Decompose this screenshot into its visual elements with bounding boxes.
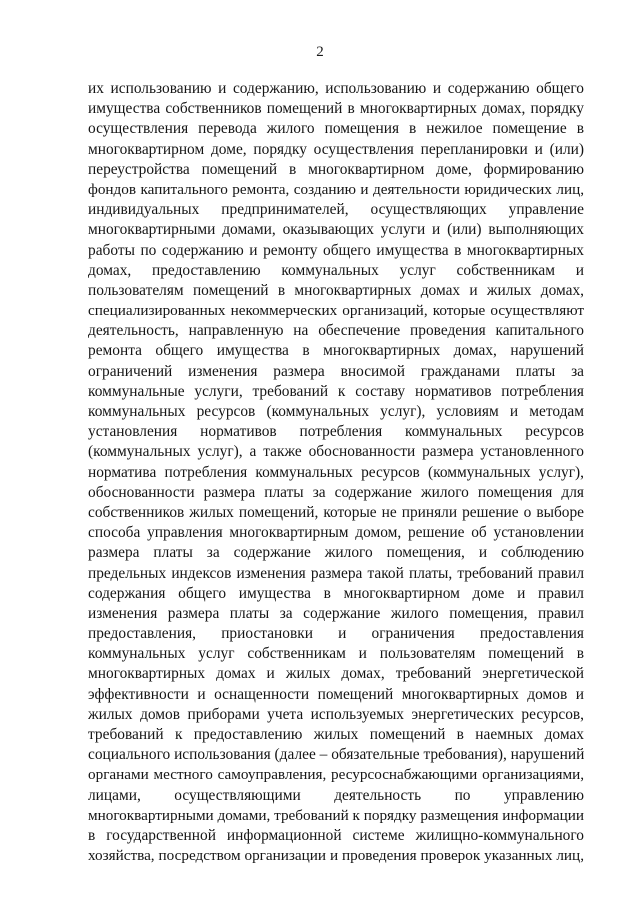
text-line: обоснованности размера платы за содержание жилого помещения для	[88, 483, 584, 501]
text-line: пользователям помещений в многоквартирных домах и жилых домах,	[88, 281, 584, 299]
text-line: индивидуальных предпринимателей, осуществляющих управление	[88, 201, 584, 219]
text-line: деятельность, направленную на обеспечение проведения капитального	[88, 322, 584, 340]
text-line: переустройства помещений в многоквартирном доме, формированию	[88, 160, 584, 178]
text-line: норматива потребления коммунальных ресурсов (коммунальных услуг),	[88, 463, 584, 481]
text-line: имущества собственников помещений в многоквартирных домах, порядку	[88, 100, 584, 118]
text-line: собственников жилых помещений, которые не приняли решение о выборе	[88, 503, 584, 521]
text-line: работы по содержанию и ремонту общего имущества в многоквартирных	[88, 241, 584, 259]
text-line: эффективности и оснащенности помещений многоквартирных домов и	[88, 685, 584, 703]
text-line: установления нормативов потребления коммунальных ресурсов	[88, 423, 584, 441]
text-line: предельных индексов изменения размера такой платы, требований правил	[88, 564, 584, 582]
text-line: осуществления перевода жилого помещения в нежилое помещение в	[88, 120, 584, 138]
text-line: социального использования (далее – обязательные требования), нарушений	[88, 746, 584, 764]
text-line: в государственной информационной системе жилищно-коммунального	[88, 826, 584, 844]
text-line: их использованию и содержанию, использованию и содержанию общего	[88, 80, 584, 97]
text-line: ограничений изменения размера вносимой гражданами платы за	[88, 362, 584, 380]
text-line: многоквартирных домах и жилых домах, требований энергетической	[88, 665, 584, 683]
text-line: специализированных некоммерческих организаций, которые осуществляют	[88, 302, 584, 320]
text-line: (коммунальных услуг), а также обоснованности размера установленного	[88, 443, 584, 461]
text-line: требований к предоставлению жилых помещений в наемных домах	[88, 726, 584, 743]
text-line: коммунальных ресурсов (коммунальных услуг), условиям и методам	[88, 403, 584, 420]
text-line: ремонта общего имущества в многоквартирных домах, нарушений	[88, 342, 584, 360]
body-text	[88, 79, 584, 866]
text-line: лицами, осуществляющими деятельность по управлению	[88, 786, 584, 804]
text-line: домах, предоставлению коммунальных услуг собственникам и	[88, 261, 584, 279]
text-line: содержания общего имущества в многоквартирном доме и правил	[88, 584, 584, 602]
text-line: многоквартирными домами, требований к порядку размещения информации	[88, 806, 584, 824]
text-line: предоставления, приостановки и ограничения предоставления	[88, 625, 584, 643]
text-line: органами местного самоуправления, ресурсоснабжающими организациями,	[88, 766, 584, 784]
text-line: размера платы за содержание жилого помещения, и соблюдению	[88, 544, 584, 562]
text-line: коммунальных услуг собственникам и пользователям помещений в	[88, 645, 584, 663]
text-line: изменения размера платы за содержание жилого помещения, правил	[88, 604, 584, 622]
text-line: фондов капитального ремонта, созданию и деятельности юридических лиц,	[88, 180, 584, 198]
text-line: жилых домов приборами учета используемых энергетических ресурсов,	[88, 705, 584, 723]
text-line: способа управления многоквартирным домом, решение об установлении	[88, 524, 584, 542]
text-line: многоквартирными домами, оказывающих услуги и (или) выполняющих	[88, 221, 584, 239]
text-line: многоквартирном доме, порядку осуществления перепланировки и (или)	[88, 140, 584, 158]
text-line: хозяйства, посредством организации и проведения проверок указанных лиц,	[88, 847, 584, 865]
text-line: коммунальные услуги, требований к составу нормативов потребления	[88, 382, 584, 400]
page-number: 2	[316, 44, 324, 60]
